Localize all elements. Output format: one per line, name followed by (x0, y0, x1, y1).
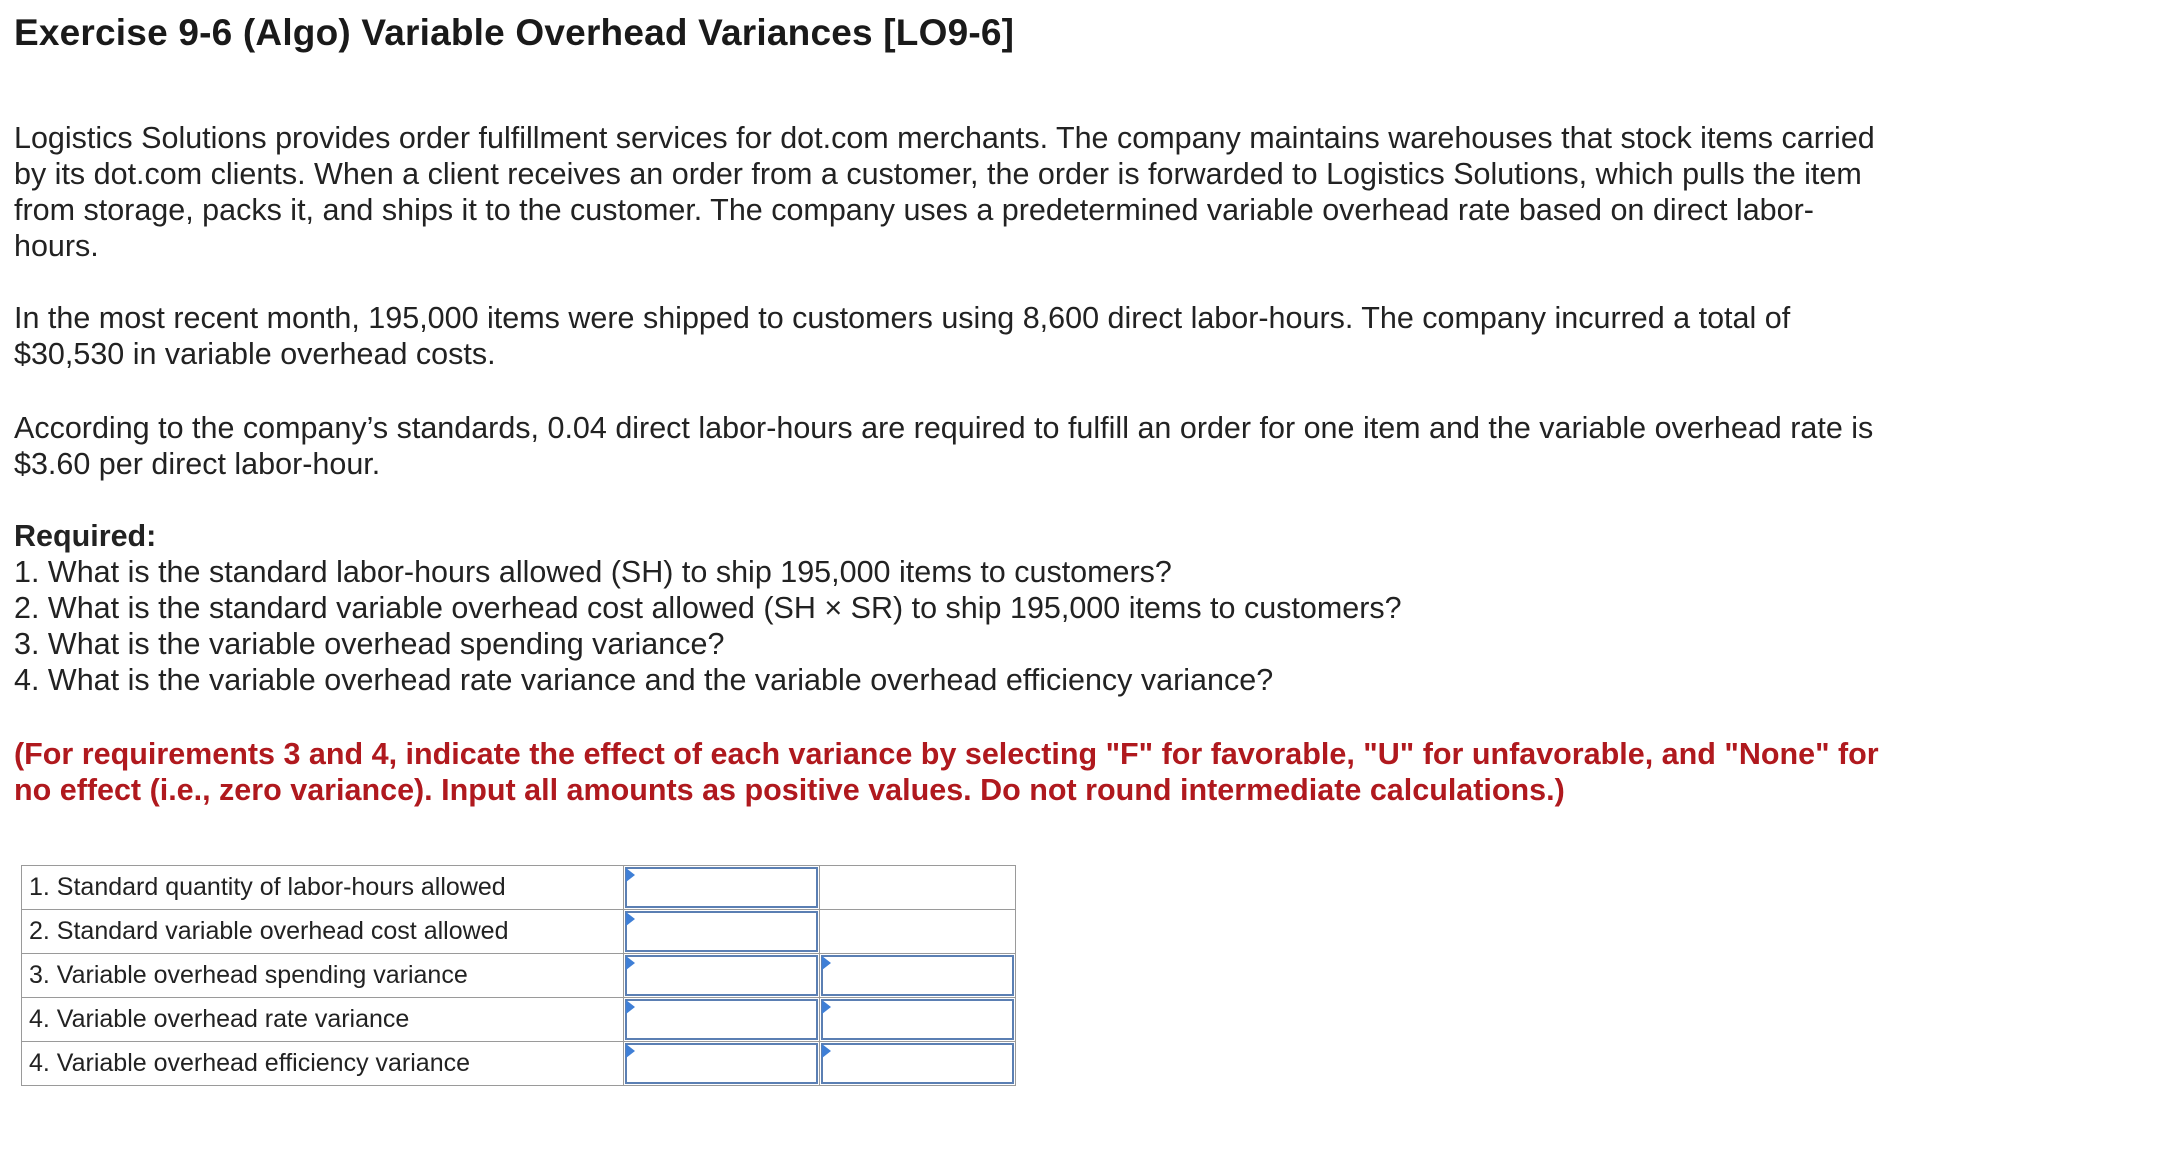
amount-cell (624, 954, 820, 998)
required-item-1: 1. What is the standard labor-hours allowed (SH) to ship 195,000 items to customers? (14, 555, 1172, 589)
table-row (22, 998, 1016, 1042)
intro-paragraph: Logistics Solutions provides order fulfillment services for dot.com merchants. The company maintains warehouses that stock items carried by its dot.com clients. When a client receives an order from a customer, the order is forwarded to Logistics Solutions, which pulls the item from storage, packs it, and ships it to the customer. The company uses a predetermined variable overhead rate based on direct labor-hours. (14, 121, 1875, 263)
standard-hours-input[interactable] (625, 867, 818, 908)
required-heading: Required: (14, 519, 157, 553)
effect-cell (820, 954, 1016, 998)
standard-cost-input[interactable] (625, 911, 818, 952)
table-row (22, 954, 1016, 998)
page-title: Exercise 9-6 (Algo) Variable Overhead Variances [LO9-6] (14, 12, 1015, 53)
required-section (14, 518, 1894, 698)
dropdown-marker-icon (822, 956, 831, 970)
row-label-spending-variance: 3. Variable overhead spending variance (22, 954, 624, 998)
rate-variance-input[interactable] (625, 999, 818, 1040)
input-marker-icon (626, 868, 635, 882)
input-marker-icon (626, 912, 635, 926)
dropdown-marker-icon (822, 1000, 831, 1014)
required-item-4: 4. What is the variable overhead rate variance and the variable overhead efficiency variance? (14, 663, 1274, 697)
input-marker-icon (626, 1044, 635, 1058)
rate-variance-effect-select[interactable] (821, 999, 1014, 1040)
effect-cell (820, 998, 1016, 1042)
row-label-rate-variance: 4. Variable overhead rate variance (22, 998, 624, 1042)
effect-cell (820, 1042, 1016, 1086)
input-marker-icon (626, 956, 635, 970)
dropdown-marker-icon (822, 1044, 831, 1058)
empty-effect-cell (820, 866, 1016, 910)
amount-cell (624, 1042, 820, 1086)
required-item-2: 2. What is the standard variable overhead cost allowed (SH × SR) to ship 195,000 items to customers? (14, 591, 1402, 625)
table-row (22, 910, 1016, 954)
table-row (22, 1042, 1016, 1086)
spending-variance-input[interactable] (625, 955, 818, 996)
required-item-3: 3. What is the variable overhead spending variance? (14, 627, 725, 661)
spending-variance-effect-select[interactable] (821, 955, 1014, 996)
empty-effect-cell (820, 910, 1016, 954)
table-row (22, 866, 1016, 910)
month-data-paragraph: In the most recent month, 195,000 items were shipped to customers using 8,600 direct labor-hours. The company incurred a total of $30,530 in variable overhead costs. (14, 301, 1791, 371)
row-label-efficiency-variance: 4. Variable overhead efficiency variance (22, 1042, 624, 1086)
input-marker-icon (626, 1000, 635, 1014)
amount-cell (624, 998, 820, 1042)
amount-cell (624, 910, 820, 954)
row-label-standard-cost: 2. Standard variable overhead cost allowed (22, 910, 624, 954)
instructions-note: (For requirements 3 and 4, indicate the effect of each variance by selecting "F" for favorable, "U" for unfavorable, and "None" for no effect (i.e., zero variance). Input all amounts as positive values. Do not round intermediate calculations.) (14, 737, 1879, 807)
efficiency-variance-effect-select[interactable] (821, 1043, 1014, 1084)
standards-paragraph: According to the company’s standards, 0.04 direct labor-hours are required to fulfill an order for one item and the variable overhead rate is $3.60 per direct labor-hour. (14, 411, 1874, 481)
amount-cell (624, 866, 820, 910)
efficiency-variance-input[interactable] (625, 1043, 818, 1084)
answer-table (21, 865, 1016, 1086)
row-label-standard-hours: 1. Standard quantity of labor-hours allowed (22, 866, 624, 910)
